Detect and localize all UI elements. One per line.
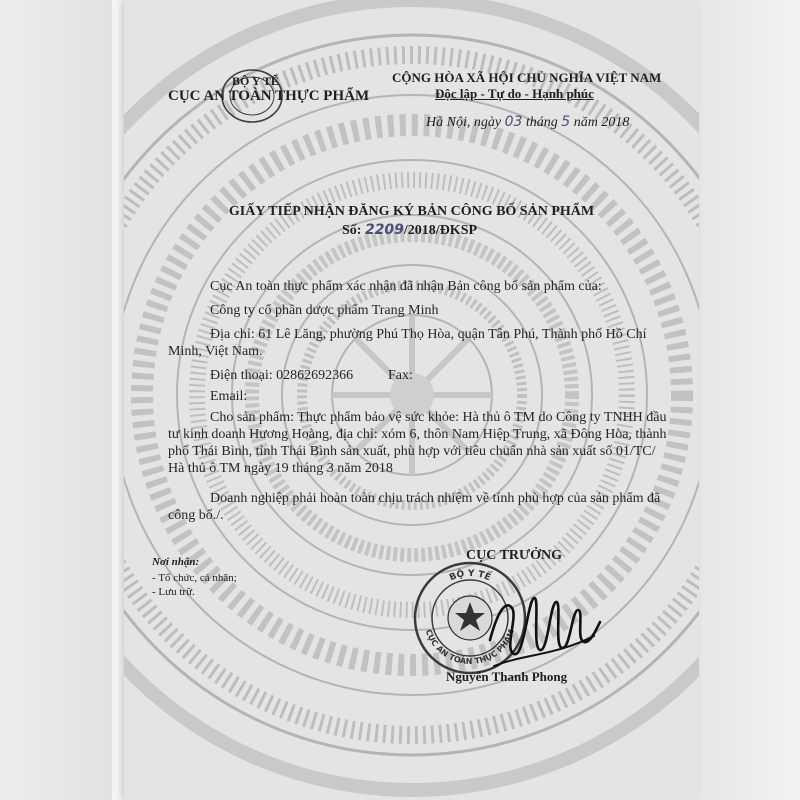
recipients-label: Nơi nhận: bbox=[152, 556, 200, 568]
ministry-name: BỘ Y TẾ bbox=[232, 74, 279, 88]
intro-line: Cục An toàn thực phẩm xác nhận đã nhận Bản công bố sản phẩm của: bbox=[210, 279, 602, 294]
recipient-item: - Tổ chức, cá nhân; bbox=[152, 572, 237, 584]
responsibility-statement: Doanh nghiệp phải hoàn toàn chịu trách nhiệm về tính phù hợp của sản phẩm đã công bố./. bbox=[168, 491, 661, 523]
number-label: Số: bbox=[342, 223, 362, 238]
seal-top-text: BỘ Y TẾ bbox=[448, 568, 492, 584]
date-prefix: Hà Nội, ngày bbox=[426, 115, 502, 130]
date-month-label: tháng bbox=[525, 115, 558, 130]
signature-scribble-icon bbox=[484, 570, 604, 680]
document-title: GIẤY TIẾP NHẬN ĐĂNG KÝ BẢN CÔNG BỐ SẢN PHẨM bbox=[228, 204, 595, 219]
date-day: 03 bbox=[504, 114, 523, 130]
number-value: 2209 bbox=[364, 222, 404, 238]
seal-bottom-text: CỤC AN TOÀN THỰC PHẨM bbox=[423, 628, 517, 667]
email: Email: bbox=[210, 389, 248, 404]
number-suffix: /2018/ĐKSP bbox=[403, 223, 478, 238]
signer-name: Nguyễn Thanh Phong bbox=[446, 669, 568, 684]
motto: Độc lập - Tự do - Hạnh phúc bbox=[435, 86, 594, 101]
background-left bbox=[0, 0, 112, 800]
document-number bbox=[342, 222, 477, 239]
date-year: năm 2018 bbox=[573, 115, 630, 130]
date-month: 5 bbox=[561, 114, 571, 130]
fax: Fax: bbox=[388, 368, 413, 383]
certificate-sheet bbox=[124, 0, 699, 800]
department-name: CỤC AN TOÀN THỰC PHẨM bbox=[168, 88, 370, 104]
issue-date bbox=[426, 114, 629, 131]
country-name: CỘNG HÒA XÃ HỘI CHỦ NGHĨA VIỆT NAM bbox=[392, 70, 662, 85]
company-address: Địa chỉ: 61 Lê Lăng, phường Phú Thọ Hòa, quận Tân Phú, Thành phố Hồ Chí Minh, Việt Nam. bbox=[168, 327, 647, 359]
company-name: Công ty cổ phần dược phẩm Trang Minh bbox=[210, 303, 439, 318]
phone: Điện thoại: 02862692366 bbox=[210, 368, 354, 383]
background-right bbox=[695, 0, 800, 800]
product-description: Cho sản phẩm: Thực phẩm bảo vệ sức khỏe: Hà thủ ô TM do Công ty TNHH đầu tư kinh doanh Hương Hoàng, địa chỉ: xóm 6, thôn Nam Hiệp Trung, xã Đông Hòa, thành phố Thái Bình, tỉnh Thái Bình sản xuất, phù hợp với tiêu chuẩn nhà sản xuất số 01/TC/ Hà thủ ô TM ngày 19 tháng 3 năm 2018 bbox=[168, 410, 667, 476]
signer-title: CỤC TRƯỞNG bbox=[466, 548, 563, 563]
recipient-item: - Lưu trữ. bbox=[152, 586, 195, 598]
